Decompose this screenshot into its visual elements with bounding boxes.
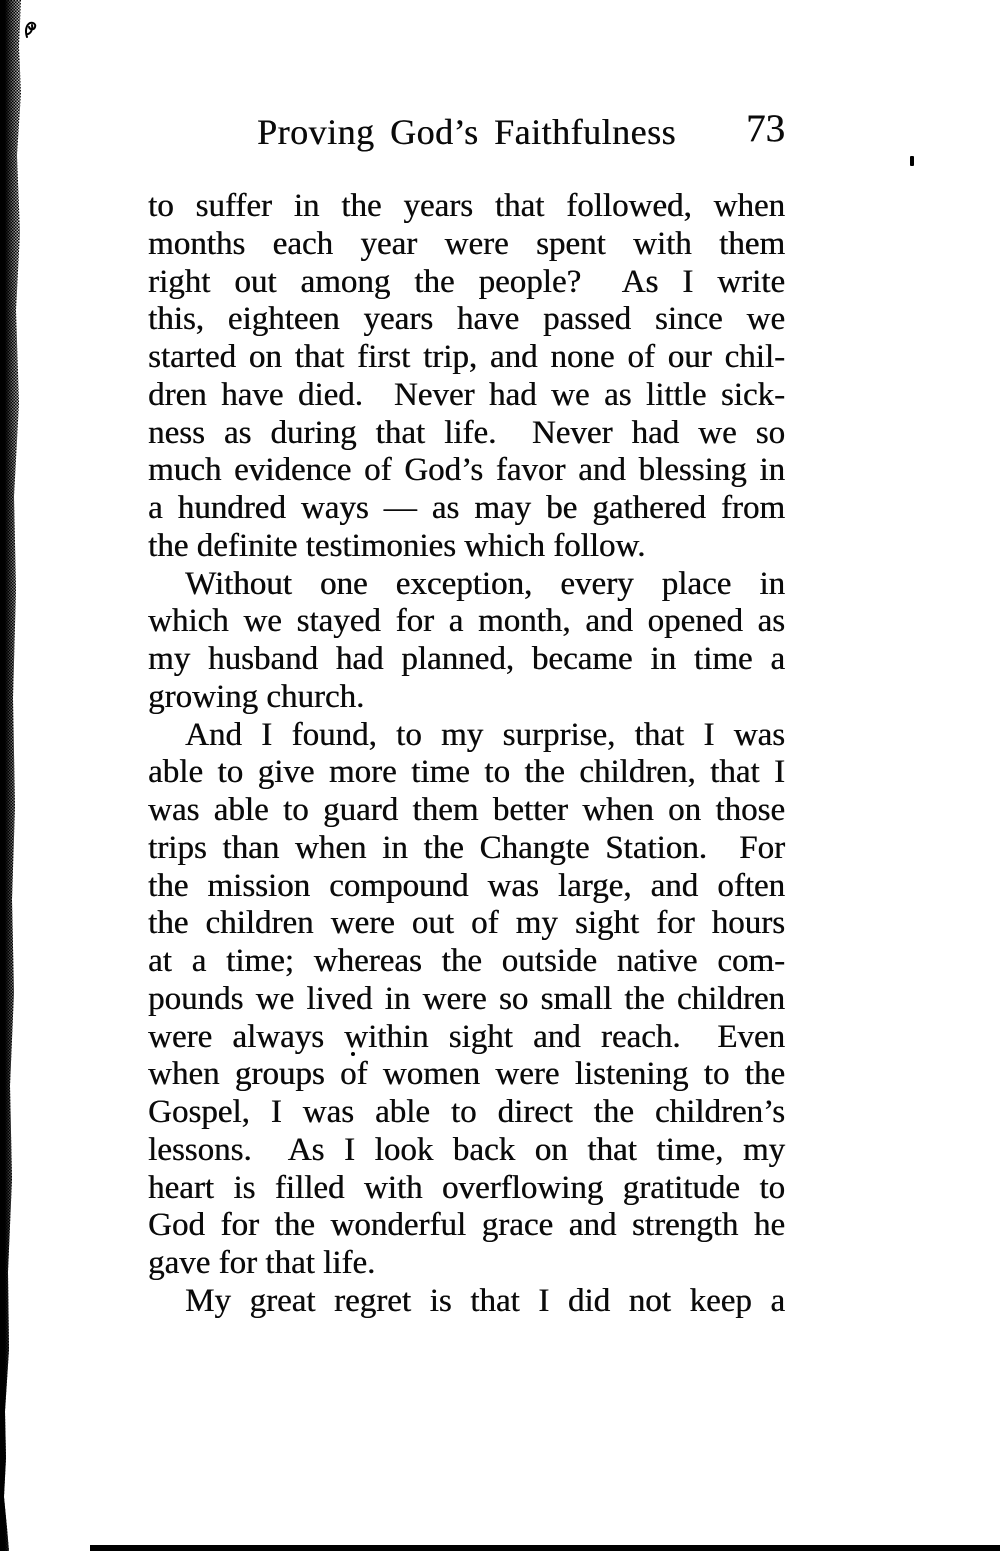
text-line: the definite testimonies which follow.	[148, 527, 646, 564]
scan-binding-shadow	[0, 0, 26, 1551]
paragraph	[148, 717, 785, 1283]
ink-speck	[910, 156, 914, 166]
text-line: which we stayed for a month, and opened as	[148, 603, 785, 640]
text-line: the children were out of my sight for hours	[148, 905, 785, 942]
page-title: Proving God’s Faithfulness	[256, 112, 676, 152]
text-line: were always within sight and reach. Even	[148, 1018, 785, 1055]
ink-squiggle-icon	[24, 21, 38, 39]
text-line: started on that first trip, and none of our chil-	[148, 339, 785, 375]
body-text	[148, 188, 785, 1321]
text-line: trips than when in the Changte Station. For	[148, 829, 785, 866]
paragraph	[148, 566, 785, 717]
text-line: the mission compound was large, and often	[148, 867, 785, 904]
text-line: able to give more time to the children, that I	[148, 754, 785, 791]
paragraph	[148, 1283, 785, 1321]
text-line: God for the wonderful grace and strength he	[148, 1207, 785, 1244]
text-line: gave for that life.	[148, 1245, 376, 1281]
text-line: Gospel, I was able to direct the children’s	[148, 1094, 785, 1130]
text-line: ness as during that life. Never had we so	[148, 414, 785, 451]
text-line: lessons. As I look back on that time, my	[148, 1131, 785, 1168]
text-line: was able to guard them better when on those	[148, 792, 785, 828]
text-line: my husband had planned, became in time a	[148, 641, 785, 677]
paragraph	[148, 188, 785, 566]
text-line: to suffer in the years that followed, when	[148, 188, 785, 224]
text-line: pounds we lived in were so small the children	[148, 980, 785, 1017]
text-line: a hundred ways — as may be gathered from	[148, 490, 785, 526]
text-line: And I found, to my surprise, that I was	[185, 716, 785, 753]
text-line: months each year were spent with them	[148, 225, 785, 262]
text-line: this, eighteen years have passed since we	[148, 301, 785, 338]
text-line: right out among the people? As I write	[148, 263, 785, 300]
text-line: Without one exception, every place in	[185, 565, 785, 602]
text-line: growing church.	[148, 678, 365, 715]
text-line: dren have died. Never had we as little sick-	[148, 376, 785, 413]
running-head	[148, 107, 785, 154]
text-line: heart is filled with overflowing gratitude to	[148, 1169, 785, 1206]
text-line: when groups of women were listening to the	[148, 1056, 785, 1093]
page-number: 73	[746, 107, 785, 150]
text-line: at a time; whereas the outside native com-	[148, 943, 785, 979]
scan-edge-line	[90, 1545, 1000, 1551]
text-line: much evidence of God’s favor and blessing in	[148, 452, 785, 489]
text-line: My great regret is that I did not keep a	[185, 1282, 785, 1319]
